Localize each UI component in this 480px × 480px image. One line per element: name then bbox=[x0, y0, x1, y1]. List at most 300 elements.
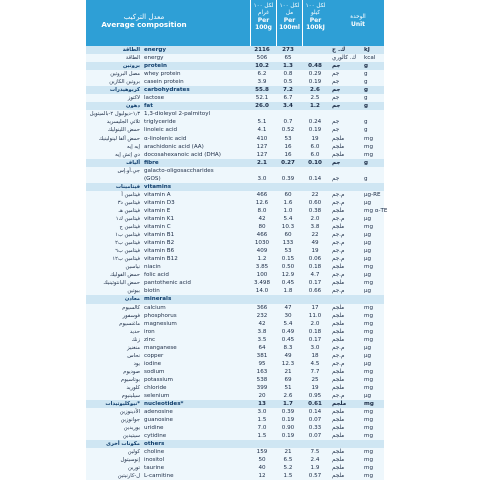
value-per-100g: 64 bbox=[258, 344, 266, 351]
value-per-100kj: 3.8 bbox=[310, 224, 320, 231]
header-per100kcal-en: Per 100kJ bbox=[306, 17, 325, 31]
nutrient-name-en: taurine bbox=[144, 465, 165, 472]
table-section-row bbox=[86, 400, 384, 408]
table-row bbox=[86, 360, 384, 368]
value-per-100ml: 1.5 bbox=[283, 473, 293, 480]
nutrient-name-en: α-linolenic acid bbox=[144, 135, 187, 142]
value-per-100g: 4.1 bbox=[257, 127, 267, 134]
table-row bbox=[86, 247, 384, 255]
table-row bbox=[86, 279, 384, 287]
unit-ar: م.جم bbox=[332, 191, 345, 198]
nutrient-name-ar: الطاقة bbox=[122, 47, 140, 53]
value-per-100kj: 2.5 bbox=[310, 95, 320, 102]
unit-en: μg bbox=[364, 199, 372, 206]
value-per-100kj: 25 bbox=[311, 376, 319, 383]
value-per-100g: 381 bbox=[256, 352, 268, 359]
value-per-100kj: 6.0 bbox=[310, 143, 320, 150]
nutrient-name-ar: زنك bbox=[131, 336, 140, 343]
unit-ar: ملجم bbox=[332, 280, 345, 287]
nutrient-name-ar: بروتين bbox=[122, 63, 140, 70]
value-per-100ml: 65 bbox=[284, 55, 292, 62]
unit-en: μg bbox=[364, 232, 372, 239]
unit-en: μg bbox=[364, 248, 372, 255]
table-section-row bbox=[86, 46, 384, 54]
value-per-100g: 3.8 bbox=[257, 328, 267, 335]
unit-en: mg bbox=[364, 151, 373, 158]
nutrient-name-en: cytidine bbox=[144, 433, 167, 440]
unit-ar: جم bbox=[332, 159, 341, 166]
nutrient-name-ar: بيوتين bbox=[127, 288, 140, 295]
table-header bbox=[86, 0, 384, 46]
value-per-100kj: 0.14 bbox=[308, 175, 322, 182]
unit-ar: ك. ج bbox=[332, 47, 346, 53]
value-per-100kj: 0.18 bbox=[308, 264, 322, 271]
value-per-100ml: 0.90 bbox=[281, 425, 295, 432]
nutrient-name-en: iodine bbox=[144, 360, 162, 367]
unit-ar: م.جم bbox=[332, 344, 345, 351]
nutrient-name-ar: دهون bbox=[126, 103, 140, 110]
nutrient-name-en: iron bbox=[144, 328, 155, 335]
nutrient-name-en: L-carnitine bbox=[144, 473, 174, 480]
nutrient-name-ar: جوانوزين bbox=[120, 417, 140, 424]
nutrient-name-en: linoleic acid bbox=[144, 127, 178, 134]
nutrient-name-ar: بوتاسيوم bbox=[121, 376, 140, 383]
unit-ar: ملجم bbox=[332, 135, 345, 142]
nutrient-name-ar: يود bbox=[133, 360, 140, 367]
table-row bbox=[86, 191, 384, 199]
nutrient-name-en: choline bbox=[144, 449, 165, 456]
value-per-100kj: 6.0 bbox=[310, 151, 320, 158]
table-row bbox=[86, 223, 384, 231]
nutrient-name-en: 1,3-dioleyol 2-palmitoyl bbox=[144, 111, 211, 118]
unit-en: mg bbox=[364, 368, 373, 375]
unit-en: mg bbox=[364, 135, 373, 142]
table-section-row bbox=[86, 183, 384, 191]
nutrient-name-ar: فيتامين ب٦ bbox=[115, 248, 140, 255]
nutrient-name-en: guanosine bbox=[144, 417, 173, 424]
unit-en: mg bbox=[364, 143, 373, 150]
nutrient-name-ar: نياسين bbox=[125, 264, 140, 271]
value-per-100kj: 0.17 bbox=[308, 336, 322, 343]
nutrient-name-ar: فيتامين ب١٢ bbox=[112, 256, 140, 263]
nutrient-name-en: whey protein bbox=[144, 71, 181, 78]
table-section-row bbox=[86, 86, 384, 94]
unit-ar: ملجم bbox=[332, 264, 345, 271]
value-per-100g: 538 bbox=[256, 376, 268, 383]
unit-en: μg bbox=[364, 256, 372, 263]
value-per-100kj: 0.14 bbox=[308, 409, 322, 416]
value-per-100ml: 21 bbox=[284, 368, 292, 375]
value-per-100kj: 0.60 bbox=[308, 199, 322, 206]
table-row bbox=[86, 231, 384, 239]
nutrient-name-ar: حديد bbox=[129, 328, 140, 335]
value-per-100ml: 0.7 bbox=[283, 119, 293, 126]
unit-en: μg bbox=[364, 360, 372, 367]
value-per-100g: 55.8 bbox=[255, 87, 269, 94]
value-per-100kj: 19 bbox=[311, 248, 319, 255]
value-per-100ml: 1.6 bbox=[283, 199, 293, 206]
unit-en: g bbox=[364, 103, 369, 110]
table-row bbox=[86, 448, 384, 456]
header-per100ml-ar: لكل ١٠٠ مل bbox=[279, 3, 300, 16]
unit-ar: ملجم bbox=[332, 207, 345, 214]
value-per-100g: 410 bbox=[256, 135, 268, 142]
nutrient-name-en: potassium bbox=[144, 376, 173, 383]
unit-ar: ملجم bbox=[332, 151, 345, 158]
unit-ar: م.جم bbox=[332, 240, 345, 247]
value-per-100g: 1.5 bbox=[257, 433, 267, 440]
unit-ar: جم bbox=[332, 63, 341, 70]
unit-en: mg bbox=[364, 312, 373, 319]
unit-en: g bbox=[364, 119, 368, 126]
unit-en: mg bbox=[364, 336, 373, 343]
value-per-100g: 232 bbox=[256, 312, 268, 319]
unit-en: kJ bbox=[364, 47, 370, 53]
value-per-100kj: 0.17 bbox=[308, 280, 322, 287]
value-per-100ml: 5.4 bbox=[283, 320, 293, 327]
header-per100kcal-ar: لكل ١٠٠ كيلو bbox=[305, 3, 326, 16]
nutrient-name-ar: حمض الفوليك bbox=[109, 272, 140, 279]
nutrient-name-ar: فيتامين هـ bbox=[118, 207, 140, 214]
nutrient-name-ar: مصل البروتين bbox=[110, 71, 140, 78]
value-per-100g: 5.1 bbox=[257, 119, 267, 126]
value-per-100kj: 22 bbox=[311, 232, 319, 239]
unit-ar: ملجم bbox=[332, 368, 345, 375]
nutrient-name-en: chloride bbox=[144, 384, 167, 391]
nutrient-name-ar: ألياف bbox=[126, 159, 140, 166]
nutrient-name-en: adenosine bbox=[144, 409, 173, 416]
nutrient-name-en: galacto-oligosaccharides bbox=[144, 167, 214, 174]
unit-en: g bbox=[364, 71, 368, 78]
value-per-100ml: 0.5 bbox=[283, 79, 293, 86]
nutrient-name-en: minerals bbox=[144, 296, 172, 303]
nutrient-name-ar: فيتامين ك١ bbox=[115, 215, 140, 222]
unit-ar: م.جم bbox=[332, 215, 345, 222]
value-per-100kj: 0.19 bbox=[308, 79, 322, 86]
value-per-100kj: 0.29 bbox=[308, 71, 322, 78]
value-per-100kj: 2.0 bbox=[310, 215, 320, 222]
nutrient-name-en: phosphorus bbox=[144, 312, 177, 319]
table-row bbox=[86, 94, 384, 102]
unit-en: μg bbox=[364, 352, 372, 359]
value-per-100g: 466 bbox=[256, 191, 268, 198]
nutrient-name-ar: كلوريد bbox=[126, 384, 140, 391]
value-per-100kj: 11.0 bbox=[308, 312, 322, 319]
value-per-100ml: 16 bbox=[284, 151, 292, 158]
table-row bbox=[86, 472, 384, 480]
value-per-100g: 26.0 bbox=[255, 103, 269, 110]
nutrient-name-en: fibre bbox=[144, 159, 159, 166]
table-row bbox=[86, 344, 384, 352]
unit-en: g bbox=[364, 159, 369, 166]
unit-en: mg bbox=[364, 376, 373, 383]
value-per-100kj: 0.18 bbox=[308, 328, 322, 335]
value-per-100g: 1030 bbox=[254, 240, 270, 247]
nutrient-name-ar: إيه إيه bbox=[127, 143, 140, 150]
nutrient-name-ar: فوسفور bbox=[122, 312, 140, 319]
value-per-100g: 2116 bbox=[254, 47, 270, 53]
value-per-100kj: 2.6 bbox=[310, 87, 320, 94]
value-per-100ml: 1.0 bbox=[283, 207, 293, 214]
nutrient-name-en: vitamin B12 bbox=[144, 256, 178, 263]
value-per-100ml: 0.45 bbox=[281, 280, 295, 287]
value-per-100ml: 0.19 bbox=[281, 417, 295, 424]
table-row bbox=[86, 408, 384, 416]
unit-ar: جم bbox=[332, 119, 340, 126]
value-per-100g: 7.0 bbox=[257, 425, 267, 432]
value-per-100ml: 51 bbox=[284, 384, 292, 391]
value-per-100ml: 0.50 bbox=[281, 264, 295, 271]
table-row bbox=[86, 54, 384, 62]
nutrient-name-ar: بروتين الكازين bbox=[109, 79, 140, 86]
unit-ar: ملجم bbox=[332, 425, 345, 432]
nutrient-name-ar: لاكتوز bbox=[127, 95, 140, 102]
unit-en: g bbox=[364, 127, 368, 134]
unit-ar: ملجم bbox=[332, 433, 345, 440]
value-per-100g: 399 bbox=[256, 384, 268, 391]
value-per-100ml: 53 bbox=[284, 248, 292, 255]
nutrient-name-en: vitamin B1 bbox=[144, 232, 175, 239]
table-row bbox=[86, 135, 384, 143]
nutrient-name-ar: الأدينوزين bbox=[119, 409, 140, 416]
nutrient-name-en: vitamin K1 bbox=[144, 215, 175, 222]
nutrient-name-en: manganese bbox=[144, 344, 177, 351]
nutrient-name-en: vitamin E bbox=[144, 207, 171, 214]
value-per-100kj: 2.4 bbox=[310, 457, 320, 464]
nutrient-name-en: folic acid bbox=[144, 272, 169, 279]
unit-ar: جم bbox=[332, 71, 340, 78]
value-per-100kj: 22 bbox=[311, 191, 319, 198]
unit-en: g bbox=[364, 95, 368, 102]
value-per-100ml: 0.8 bbox=[283, 71, 293, 78]
value-per-100g: 12 bbox=[258, 473, 266, 480]
unit-ar: ملجم bbox=[332, 409, 345, 416]
value-per-100ml: 8.3 bbox=[283, 344, 293, 351]
nutrient-name-en: inositol bbox=[144, 457, 165, 464]
value-per-100g: 3.5 bbox=[257, 336, 267, 343]
unit-en: mg bbox=[364, 473, 373, 480]
value-per-100ml: 0.39 bbox=[281, 175, 295, 182]
value-per-100g: 1.2 bbox=[257, 256, 267, 263]
header-per100g bbox=[250, 0, 276, 46]
value-per-100ml: 0.39 bbox=[281, 409, 295, 416]
table-row bbox=[86, 255, 384, 263]
value-per-100g: 409 bbox=[256, 248, 268, 255]
value-per-100ml: 10.3 bbox=[281, 224, 295, 231]
value-per-100kj: 7.7 bbox=[310, 368, 320, 375]
unit-en: g bbox=[364, 63, 369, 70]
table-row bbox=[86, 287, 384, 295]
table-row bbox=[86, 199, 384, 207]
value-per-100kj: 0.24 bbox=[308, 119, 322, 126]
value-per-100kj: 0.33 bbox=[308, 425, 322, 432]
value-per-100ml: 0.15 bbox=[281, 256, 295, 263]
nutrient-name-en: vitamin C bbox=[144, 224, 171, 231]
value-per-100ml: 6.5 bbox=[283, 457, 293, 464]
unit-ar: م.جم bbox=[332, 393, 345, 400]
value-per-100g: 3.85 bbox=[255, 264, 269, 271]
table-row bbox=[86, 167, 384, 175]
nutrient-name-en: biotin bbox=[144, 288, 160, 295]
unit-en: mg bbox=[364, 409, 373, 416]
nutrient-name-ar: الطاقة bbox=[125, 55, 140, 62]
value-per-100kj: 0.48 bbox=[308, 63, 322, 70]
table-row bbox=[86, 464, 384, 472]
value-per-100ml: 12.3 bbox=[281, 360, 295, 367]
table-row bbox=[86, 118, 384, 126]
value-per-100ml: 6.7 bbox=[283, 95, 293, 102]
value-per-100g: 163 bbox=[256, 368, 268, 375]
unit-en: μg bbox=[364, 240, 372, 247]
nutrient-name-ar: دي إتش إيه bbox=[115, 151, 140, 158]
table-row bbox=[86, 328, 384, 336]
value-per-100g: 95 bbox=[258, 360, 266, 367]
unit-en: mg bbox=[364, 449, 373, 456]
header-per100g-en: Per 100g bbox=[255, 17, 272, 31]
unit-ar: ملجم bbox=[332, 224, 345, 231]
value-per-100kj: 0.38 bbox=[308, 207, 322, 214]
header-composition bbox=[86, 0, 202, 46]
value-per-100g: 2.1 bbox=[257, 159, 267, 166]
unit-ar: جم bbox=[332, 175, 340, 182]
unit-en: mg bbox=[364, 425, 373, 432]
unit-en: mg bbox=[364, 328, 373, 335]
nutrient-name-ar: حمض البانتوثينيك bbox=[103, 280, 140, 287]
value-per-100ml: 133 bbox=[282, 240, 294, 247]
table-row bbox=[86, 263, 384, 271]
value-per-100kj: 18 bbox=[311, 352, 319, 359]
value-per-100g: 14.0 bbox=[255, 288, 269, 295]
unit-ar: م.جم bbox=[332, 272, 345, 279]
value-per-100kj: 0.61 bbox=[308, 401, 322, 408]
unit-ar: ملجم bbox=[332, 328, 345, 335]
table-row bbox=[86, 424, 384, 432]
value-per-100g: 42 bbox=[258, 215, 266, 222]
value-per-100kj: 0.95 bbox=[308, 393, 322, 400]
nutrient-name-en: vitamins bbox=[144, 183, 172, 190]
unit-en: mg bbox=[364, 465, 373, 472]
table-row bbox=[86, 336, 384, 344]
value-per-100ml: 0.27 bbox=[281, 159, 295, 166]
value-per-100kj: 17 bbox=[311, 304, 319, 311]
unit-ar: ملجم bbox=[332, 384, 345, 391]
nutrient-name-en: vitamin B6 bbox=[144, 248, 175, 255]
table-row bbox=[86, 312, 384, 320]
nutrient-name-en: fat bbox=[144, 103, 153, 110]
nutrient-name-ar: نيوكليوتيدات* bbox=[105, 401, 140, 408]
nutrient-name-ar: حمض اللينوليك bbox=[107, 127, 140, 134]
unit-en: mg bbox=[364, 320, 373, 327]
unit-ar: جم bbox=[332, 79, 340, 86]
unit-ar: ملجم bbox=[332, 401, 347, 408]
unit-en: mg bbox=[364, 457, 373, 464]
value-per-100ml: 12.9 bbox=[281, 272, 295, 279]
value-per-100ml: 16 bbox=[284, 143, 292, 150]
value-per-100ml: 5.4 bbox=[283, 215, 293, 222]
value-per-100g: 80 bbox=[258, 224, 266, 231]
nutrient-name-en: pantothenic acid bbox=[144, 280, 191, 287]
unit-en: mg bbox=[364, 433, 373, 440]
value-per-100g: 1.5 bbox=[257, 417, 267, 424]
nutrient-name-en: arachidonic acid (AA) bbox=[144, 143, 204, 150]
unit-en: mg α-TE bbox=[364, 207, 388, 214]
value-per-100ml: 30 bbox=[284, 312, 292, 319]
unit-ar: م.جم bbox=[332, 360, 345, 367]
nutrient-name-en: uridine bbox=[144, 425, 164, 432]
value-per-100kj: 7.5 bbox=[310, 449, 320, 456]
value-per-100kj: 4.7 bbox=[310, 272, 320, 279]
nutrient-name-en: docosahexanoic acid (DHA) bbox=[144, 151, 221, 158]
table-row bbox=[86, 239, 384, 247]
unit-en: μg bbox=[364, 215, 372, 222]
nutrient-name-ar: فيتامينات bbox=[115, 183, 140, 190]
header-composition-ar: معدل التركيب bbox=[123, 13, 165, 21]
nutrient-name-en: carbohydrates bbox=[144, 87, 190, 94]
header-unit-ar: الوحدة bbox=[350, 14, 366, 20]
unit-en: μg bbox=[364, 344, 372, 351]
unit-ar: ملجم bbox=[332, 465, 345, 472]
table-row bbox=[86, 70, 384, 78]
value-per-100g: 3.0 bbox=[257, 175, 267, 182]
value-per-100kj: 1.2 bbox=[310, 103, 320, 110]
nutrient-name-ar: ثلاثي الجليسريد bbox=[106, 119, 140, 126]
value-per-100kj: 0.10 bbox=[308, 159, 322, 166]
nutrient-name-ar: سيتيدين bbox=[122, 433, 140, 440]
table-section-row bbox=[86, 440, 384, 448]
value-per-100ml: 1.3 bbox=[283, 63, 293, 70]
value-per-100g: 159 bbox=[256, 449, 268, 456]
header-per100g-ar: لكل ١٠٠ غرام bbox=[253, 3, 274, 16]
value-per-100g: 3.498 bbox=[253, 280, 270, 287]
value-per-100ml: 60 bbox=[284, 191, 292, 198]
nutrient-name-ar: فيتامين د٣ bbox=[117, 199, 140, 206]
unit-ar: ملجم bbox=[332, 304, 345, 311]
nutrient-name-ar: مكونات أخرى bbox=[106, 441, 140, 448]
unit-ar: ملجم bbox=[332, 320, 345, 327]
unit-en: mg bbox=[364, 384, 373, 391]
value-per-100ml: 3.4 bbox=[283, 103, 293, 110]
value-per-100g: 40 bbox=[258, 465, 266, 472]
value-per-100kj: 1.9 bbox=[310, 465, 320, 472]
value-per-100g: 50 bbox=[258, 457, 266, 464]
unit-en: mg bbox=[364, 417, 373, 424]
table-body bbox=[86, 46, 388, 480]
header-composition-en: Average composition bbox=[101, 20, 187, 29]
unit-en: mg bbox=[364, 304, 373, 311]
value-per-100g: 52.1 bbox=[255, 95, 269, 102]
header-per100kcal bbox=[302, 0, 328, 46]
unit-en: kcal bbox=[364, 55, 376, 62]
table-row bbox=[86, 376, 384, 384]
value-per-100kj: 0.06 bbox=[308, 256, 322, 263]
nutrient-name-en: magnesium bbox=[144, 320, 177, 327]
nutrient-name-en: others bbox=[144, 441, 165, 448]
nutrient-name-en: sodium bbox=[144, 368, 165, 375]
nutrient-name-ar: صوديوم bbox=[123, 368, 140, 375]
value-per-100g: 6.2 bbox=[257, 71, 267, 78]
nutrient-name-en: energy bbox=[144, 55, 164, 62]
value-per-100ml: 7.2 bbox=[283, 87, 293, 94]
unit-ar: جم bbox=[332, 87, 341, 94]
nutrient-name-ar: فيتامين ج bbox=[119, 224, 140, 231]
nutrient-name-en: niacin bbox=[144, 264, 161, 271]
value-per-100g: 8.0 bbox=[257, 207, 267, 214]
value-per-100g: 20 bbox=[258, 393, 266, 400]
value-per-100g: 100 bbox=[256, 272, 268, 279]
unit-ar: جم bbox=[332, 127, 340, 134]
nutrient-name-ar: نحاس bbox=[127, 352, 140, 359]
table-row bbox=[86, 110, 384, 118]
